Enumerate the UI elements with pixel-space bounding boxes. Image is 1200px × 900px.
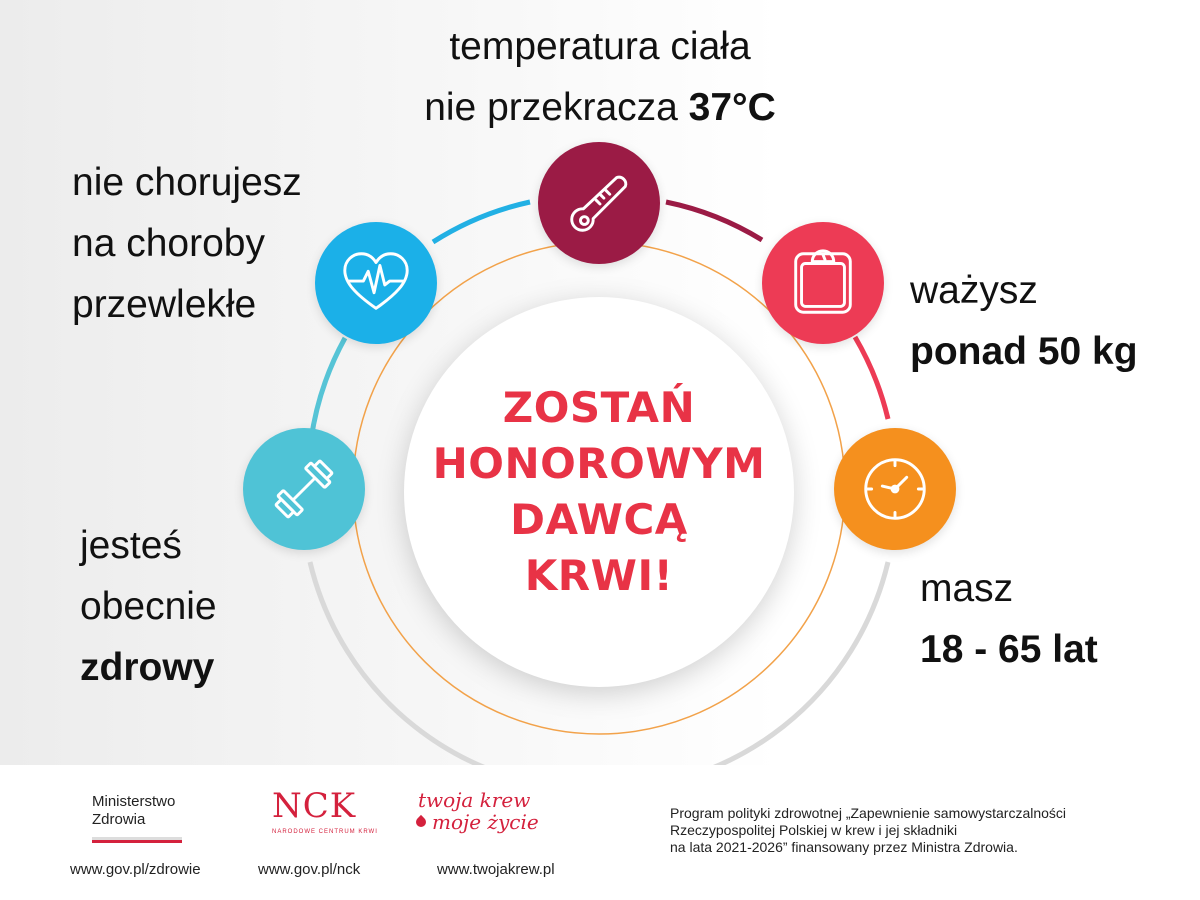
chronic-line-1: nie chorujesz: [72, 161, 302, 204]
weight-value-text: ponad 50 kg: [910, 330, 1138, 373]
temperature-badge: [538, 142, 660, 264]
health-badge: [243, 428, 365, 550]
ministry-logo: [92, 793, 182, 843]
ring-arc-teal: [311, 338, 345, 440]
campaign-line-1: twoja krew: [418, 788, 531, 812]
chronic-line-3: przewlekłe: [72, 283, 257, 326]
dumbbell-icon: [265, 450, 343, 528]
nck-url[interactable]: www.gov.pl/nck: [258, 861, 361, 878]
health-line-2: obecnie: [80, 585, 217, 628]
chronic-label: [72, 152, 302, 335]
ring-arc-red: [855, 337, 888, 419]
campaign-url[interactable]: www.twojakrew.pl: [437, 861, 555, 878]
age-value: [920, 619, 1098, 680]
campaign-logo: [418, 789, 539, 833]
temperature-value: 37°C: [688, 86, 776, 129]
chronic-line-2: na choroby: [72, 222, 265, 265]
clock-icon: [856, 450, 934, 528]
scale-icon: [784, 244, 862, 322]
age-line-1: masz: [920, 567, 1014, 610]
health-line-1: jesteś: [80, 524, 182, 567]
age-value-text: 18 - 65 lat: [920, 628, 1098, 671]
age-badge: [834, 428, 956, 550]
heart-pulse-icon: [337, 244, 415, 322]
campaign-line-2: moje życie: [432, 810, 539, 834]
ministry-line-2: Zdrowia: [92, 811, 146, 828]
center-headline: [404, 380, 794, 604]
temperature-label: [380, 16, 820, 138]
nck-logo: NCK: [272, 786, 357, 826]
health-label: [80, 515, 217, 698]
program-line-2: Rzeczypospolitej Polskiej w krew i jej składniki: [670, 822, 958, 838]
health-value-text: zdrowy: [80, 646, 215, 689]
ring-arc-maroon: [666, 202, 762, 240]
headline-line-1: ZOSTAŃ: [502, 383, 696, 432]
program-text: [670, 805, 1066, 856]
ministry-line-1: Ministerstwo: [92, 793, 176, 810]
headline-line-4: KRWI!: [524, 551, 674, 600]
temperature-line-2: [380, 77, 820, 138]
ministry-url[interactable]: www.gov.pl/zdrowie: [70, 861, 201, 878]
program-line-3: na lata 2021-2026” finansowany przez Ministra Zdrowia.: [670, 839, 1018, 855]
weight-label: [910, 260, 1138, 382]
nck-subtitle: NARODOWE CENTRUM KRWI: [272, 829, 378, 835]
weight-value: [910, 321, 1138, 382]
ring-arc-blue: [433, 202, 530, 242]
temperature-line-2-text: nie przekracza: [424, 86, 689, 129]
program-line-1: Program polityki zdrowotnej „Zapewnienie samowystarczalności: [670, 805, 1067, 821]
headline-line-3: DAWCĄ: [510, 495, 688, 544]
footer: [0, 765, 1200, 900]
chronic-badge: [315, 222, 437, 344]
weight-badge: [762, 222, 884, 344]
age-label: [920, 558, 1098, 680]
ministry-flag-red: [92, 840, 182, 843]
temperature-line-1: temperatura ciała: [449, 25, 751, 68]
headline-line-2: HONOROWYM: [432, 439, 766, 488]
thermometer-icon: [560, 164, 638, 242]
weight-line-1: ważysz: [910, 269, 1038, 312]
health-line-3: [80, 637, 217, 698]
